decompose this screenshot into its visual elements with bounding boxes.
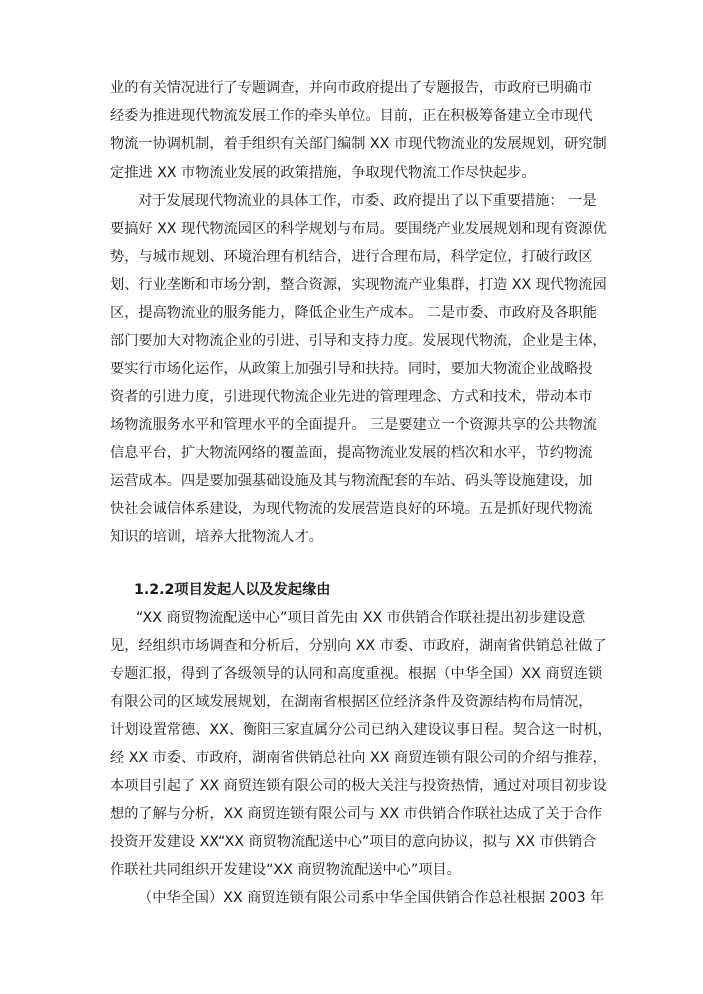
paragraph-line: 要搞好 XX 现代物流园区的科学规划与布局。要围绕产业发展规划和现有资源优 — [110, 221, 607, 237]
paragraph-line: 投资开发建设 XX“XX 商贸物流配送中心”项目的意向协议，拟与 XX 市供销合 — [110, 834, 597, 850]
paragraph-line: 运营成本。四是要加强基础设施及其与物流配套的车站、码头等设施建设，加 — [110, 473, 593, 489]
paragraph-line: 业的有关情况进行了专题调查，并向市政府提出了专题报告，市政府已明确市 — [110, 80, 593, 96]
paragraph-line: 专题汇报，得到了各级领导的认同和高度重视。根据（中华全国）XX 商贸连锁 — [110, 666, 603, 682]
paragraph-line: 本项目引起了 XX 商贸连锁有限公司的极大关注与投资热情，通过对项目初步设 — [110, 778, 607, 794]
paragraph-line: 资者的引进力度，引进现代物流企业先进的管理理念、方式和技术，带动本市 — [110, 389, 593, 405]
paragraph-line: 要实行市场化运作，从政策上加强引导和扶持。同时，要加大物流企业战略投 — [110, 361, 593, 377]
paragraph-line: 见，经组织市场调查和分析后，分别向 XX 市委、市政府，湖南省供销总社做了 — [110, 638, 607, 654]
paragraph-line: “XX 商贸物流配送中心”项目首先由 XX 市供销合作联社提出初步建设意 — [136, 610, 586, 626]
paragraph-line: 作联社共同组织开发建设“XX 商贸物流配送中心”项目。 — [110, 862, 461, 878]
paragraph-line: 场物流服务水平和管理水平的全面提升。 三是要建立一个资源共享的公共物流 — [110, 417, 597, 433]
paragraph-line: 经委为推进现代物流发展工作的牵头单位。目前，正在积极筹备建立全市现代 — [110, 108, 593, 124]
paragraph-line: 部门要加大对物流企业的引进、引导和支持力度。发展现代物流，企业是主体， — [110, 333, 607, 349]
paragraph-line: （中华全国）XX 商贸连锁有限公司系中华全国供销合作总社根据 2003 年 — [138, 890, 605, 906]
paragraph-line: 对于发展现代物流业的具体工作，市委、政府提出了以下重要措施： 一是 — [138, 193, 597, 209]
paragraph-line: 划、行业垄断和市场分割，整合资源，实现物流产业集群，打造 XX 现代物流园 — [110, 277, 607, 293]
paragraph-line: 快社会诚信体系建设，为现代物流的发展营造良好的环境。五是抓好现代物流 — [110, 501, 593, 517]
paragraph-line: 想的了解与分析，XX 商贸连锁有限公司与 XX 市供销合作联社达成了关于合作 — [110, 806, 603, 822]
paragraph-line: 信息平台，扩大物流网络的覆盖面，提高物流业发展的档次和水平，节约物流 — [110, 445, 593, 461]
paragraph-line: 势，与城市规划、环境治理有机结合，进行合理布局，科学定位，打破行政区 — [110, 249, 593, 265]
paragraph-line: 定推进 XX 市物流业发展的政策措施，争取现代物流工作尽快起步。 — [110, 165, 536, 181]
paragraph-line: 知识的培训，培养大批物流人才。 — [110, 529, 323, 545]
paragraph-line: 计划设置常德、XX、衡阳三家直属分公司已纳入建设议事日程。契合这一时机， — [110, 722, 612, 738]
paragraph-line: 有限公司的区域发展规划，在湖南省根据区位经济条件及资源结构布局情况， — [110, 694, 593, 710]
paragraph-line: 经 XX 市委、市政府，湖南省供销总社向 XX 商贸连锁有限公司的介绍与推荐， — [110, 750, 607, 766]
section-heading: 1.2.2项目发起人以及发起缘由 — [134, 582, 331, 598]
paragraph-line: 区，提高物流业的服务能力，降低企业生产成本。 二是市委、市政府及各职能 — [110, 305, 597, 321]
paragraph-line: 物流一协调机制，着手组织有关部门编制 XX 市现代物流业的发展规划，研究制 — [110, 136, 607, 152]
